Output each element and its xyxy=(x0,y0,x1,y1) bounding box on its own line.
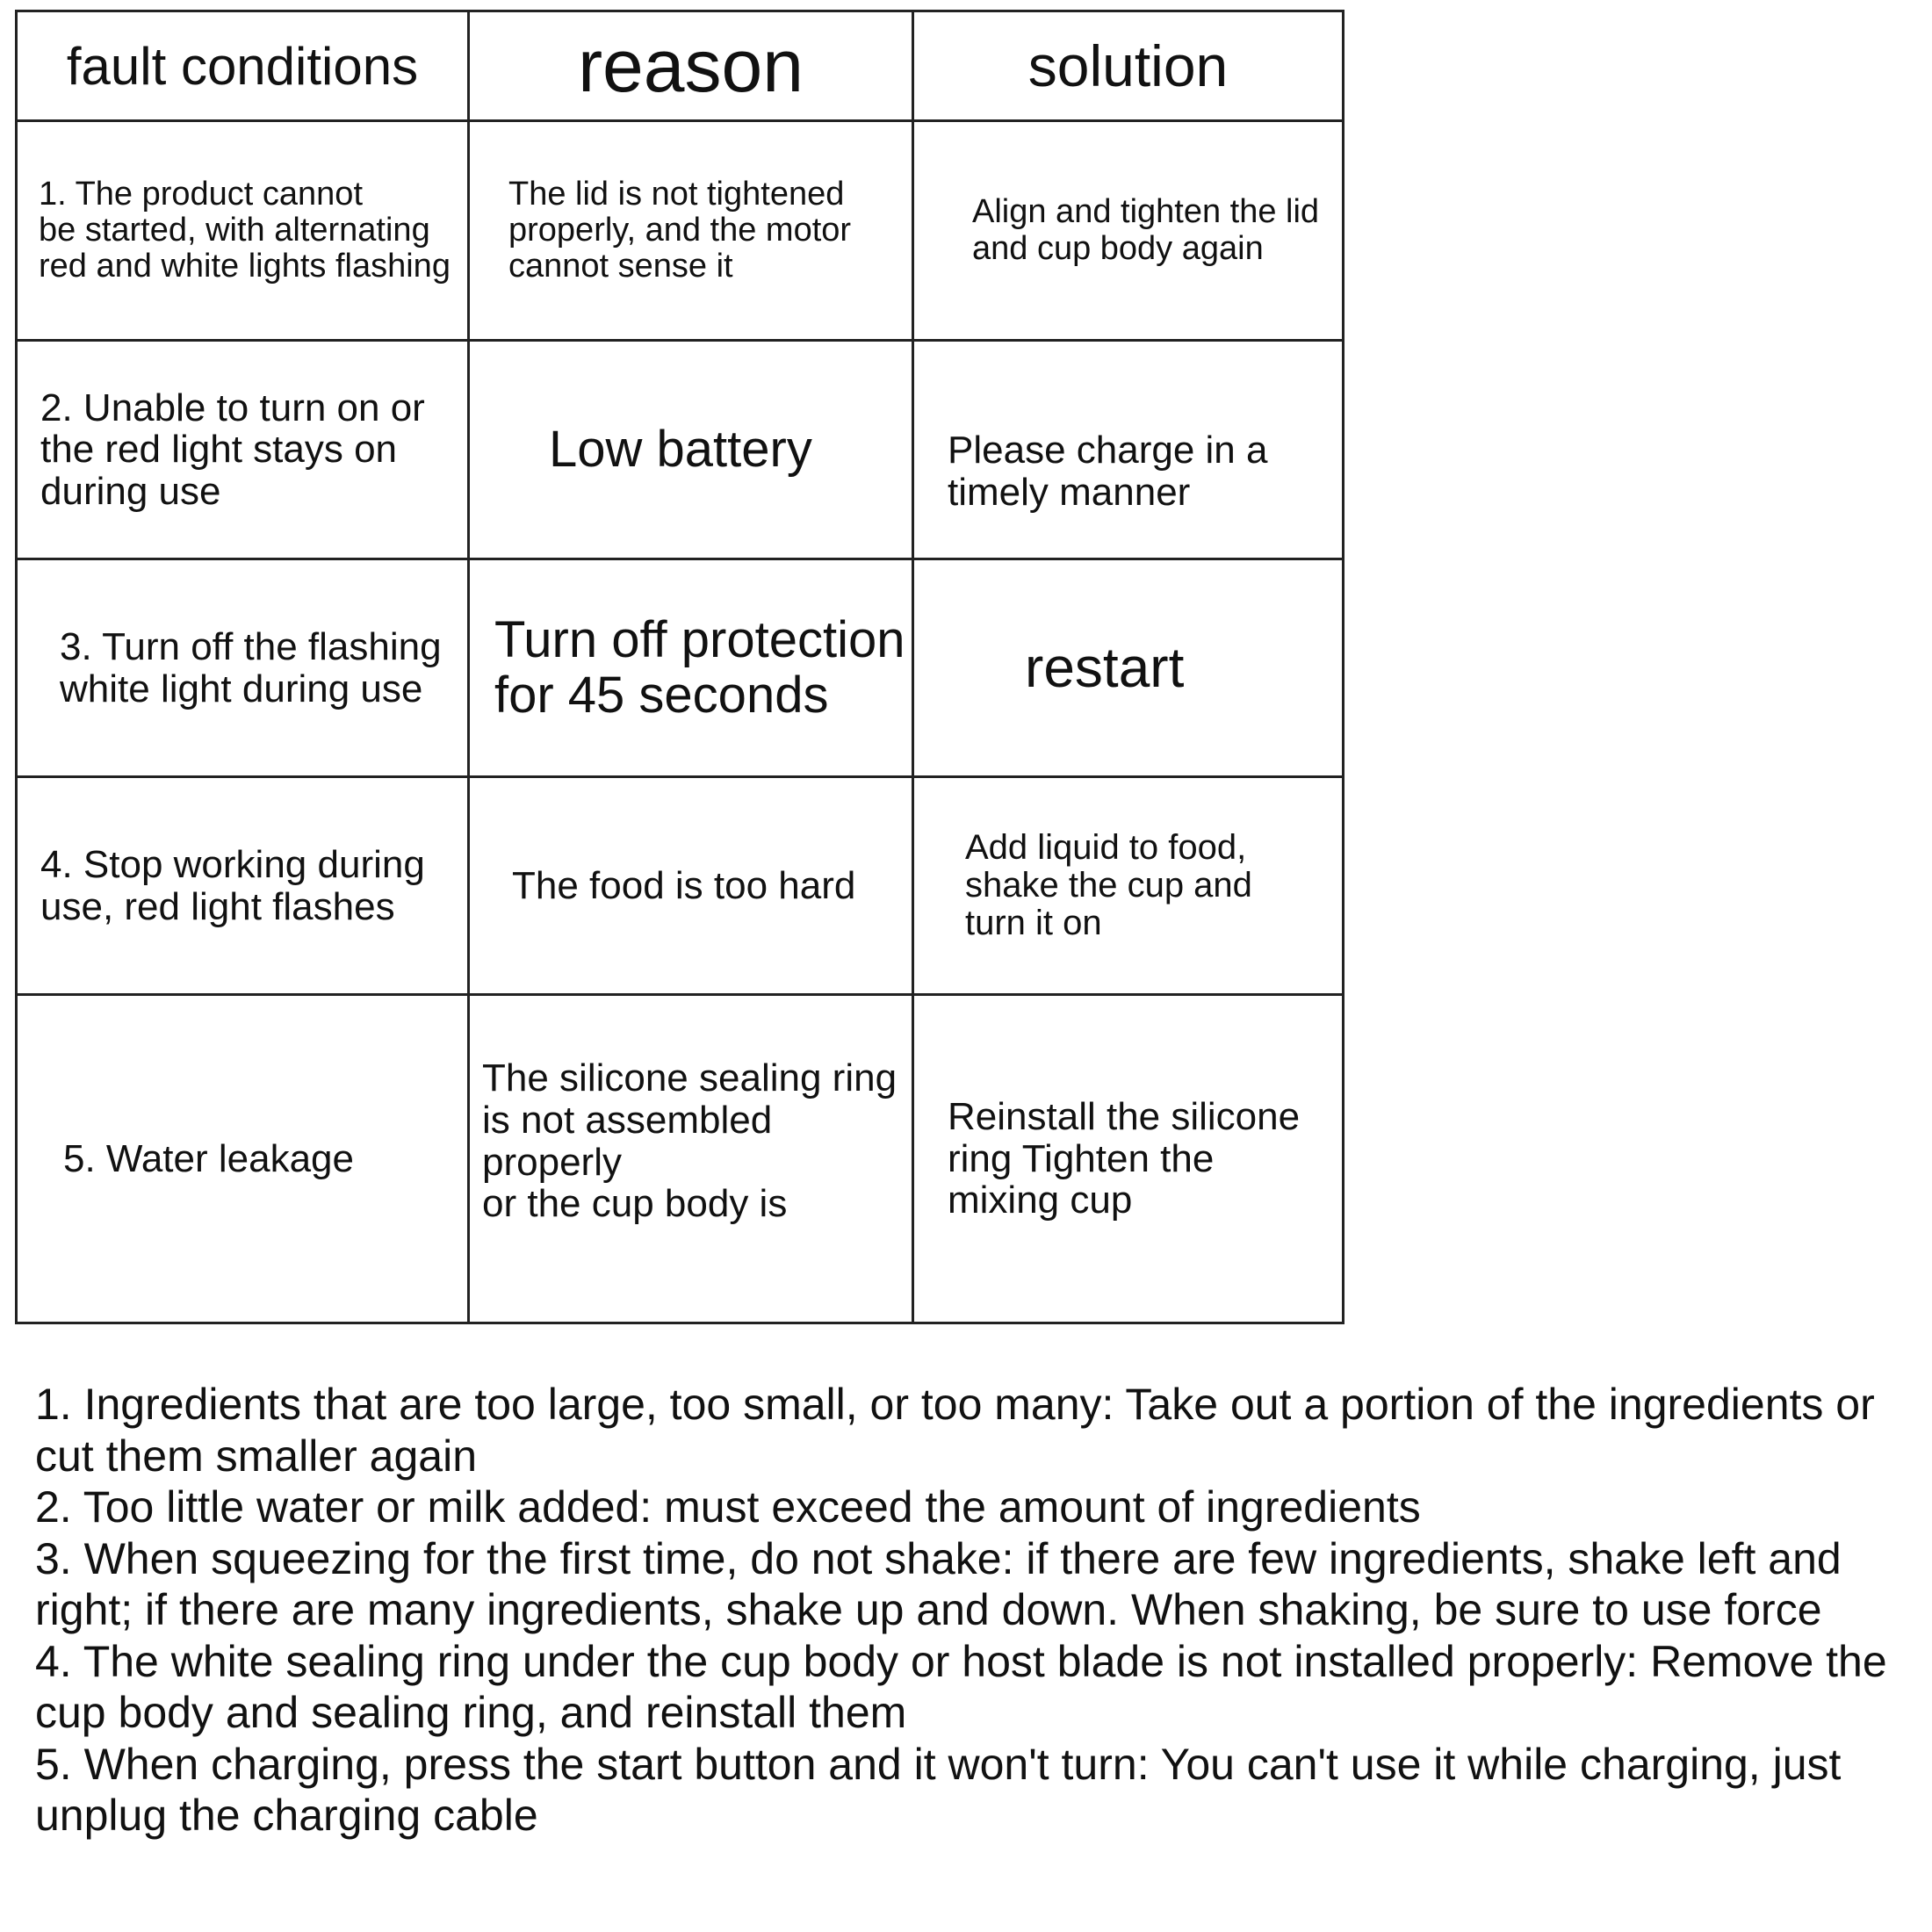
table-header-row xyxy=(17,11,1344,121)
header-reason: reason xyxy=(469,11,913,121)
header-solution: solution xyxy=(913,11,1344,121)
solution-cell: Reinstall the silicone ring Tighten the mixing cup xyxy=(913,995,1344,1323)
table-row xyxy=(17,341,1344,559)
usage-notes xyxy=(35,1379,1923,1842)
reason-cell: The silicone sealing ring is not assembled properly or the cup body is xyxy=(469,995,913,1323)
fault-cell: 3. Turn off the flashing white light during use xyxy=(17,559,469,777)
table-row xyxy=(17,121,1344,341)
troubleshooting-table xyxy=(15,10,1344,1324)
reason-cell: Low battery xyxy=(469,341,913,559)
table-row xyxy=(17,777,1344,995)
reason-cell: The food is too hard xyxy=(469,777,913,995)
solution-cell: restart xyxy=(913,559,1344,777)
solution-cell: Please charge in a timely manner xyxy=(913,341,1344,559)
reason-cell: Turn off protection for 45 seconds xyxy=(469,559,913,777)
solution-cell: Align and tighten the lid and cup body again xyxy=(913,121,1344,341)
note-item: 2. Too little water or milk added: must exceed the amount of ingredients xyxy=(35,1482,1421,1532)
note-item: 1. Ingredients that are too large, too small, or too many: Take out a portion of the ingredients or cut them smaller again xyxy=(35,1380,1875,1481)
fault-cell: 1. The product cannot be started, with alternating red and white lights flashing xyxy=(17,121,469,341)
table-row xyxy=(17,559,1344,777)
note-item: 4. The white sealing ring under the cup body or host blade is not installed properly: Remove the cup body and sealing ring, and reinstall them xyxy=(35,1636,1887,1737)
fault-cell: 5. Water leakage xyxy=(17,995,469,1323)
note-item: 5. When charging, press the start button and it won't turn: You can't use it while charging, just unplug the charging cable xyxy=(35,1739,1842,1840)
fault-cell: 2. Unable to turn on or the red light stays on during use xyxy=(17,341,469,559)
solution-cell: Add liquid to food, shake the cup and turn it on xyxy=(913,777,1344,995)
note-item: 3. When squeezing for the first time, do not shake: if there are few ingredients, shake left and right; if there are many ingredients, shake up and down. When shaking, be sure to use force xyxy=(35,1533,1842,1634)
reason-cell: The lid is not tightened properly, and the motor cannot sense it xyxy=(469,121,913,341)
fault-cell: 4. Stop working during use, red light flashes xyxy=(17,777,469,995)
table-row xyxy=(17,995,1344,1323)
header-fault-conditions: fault conditions xyxy=(17,11,469,121)
